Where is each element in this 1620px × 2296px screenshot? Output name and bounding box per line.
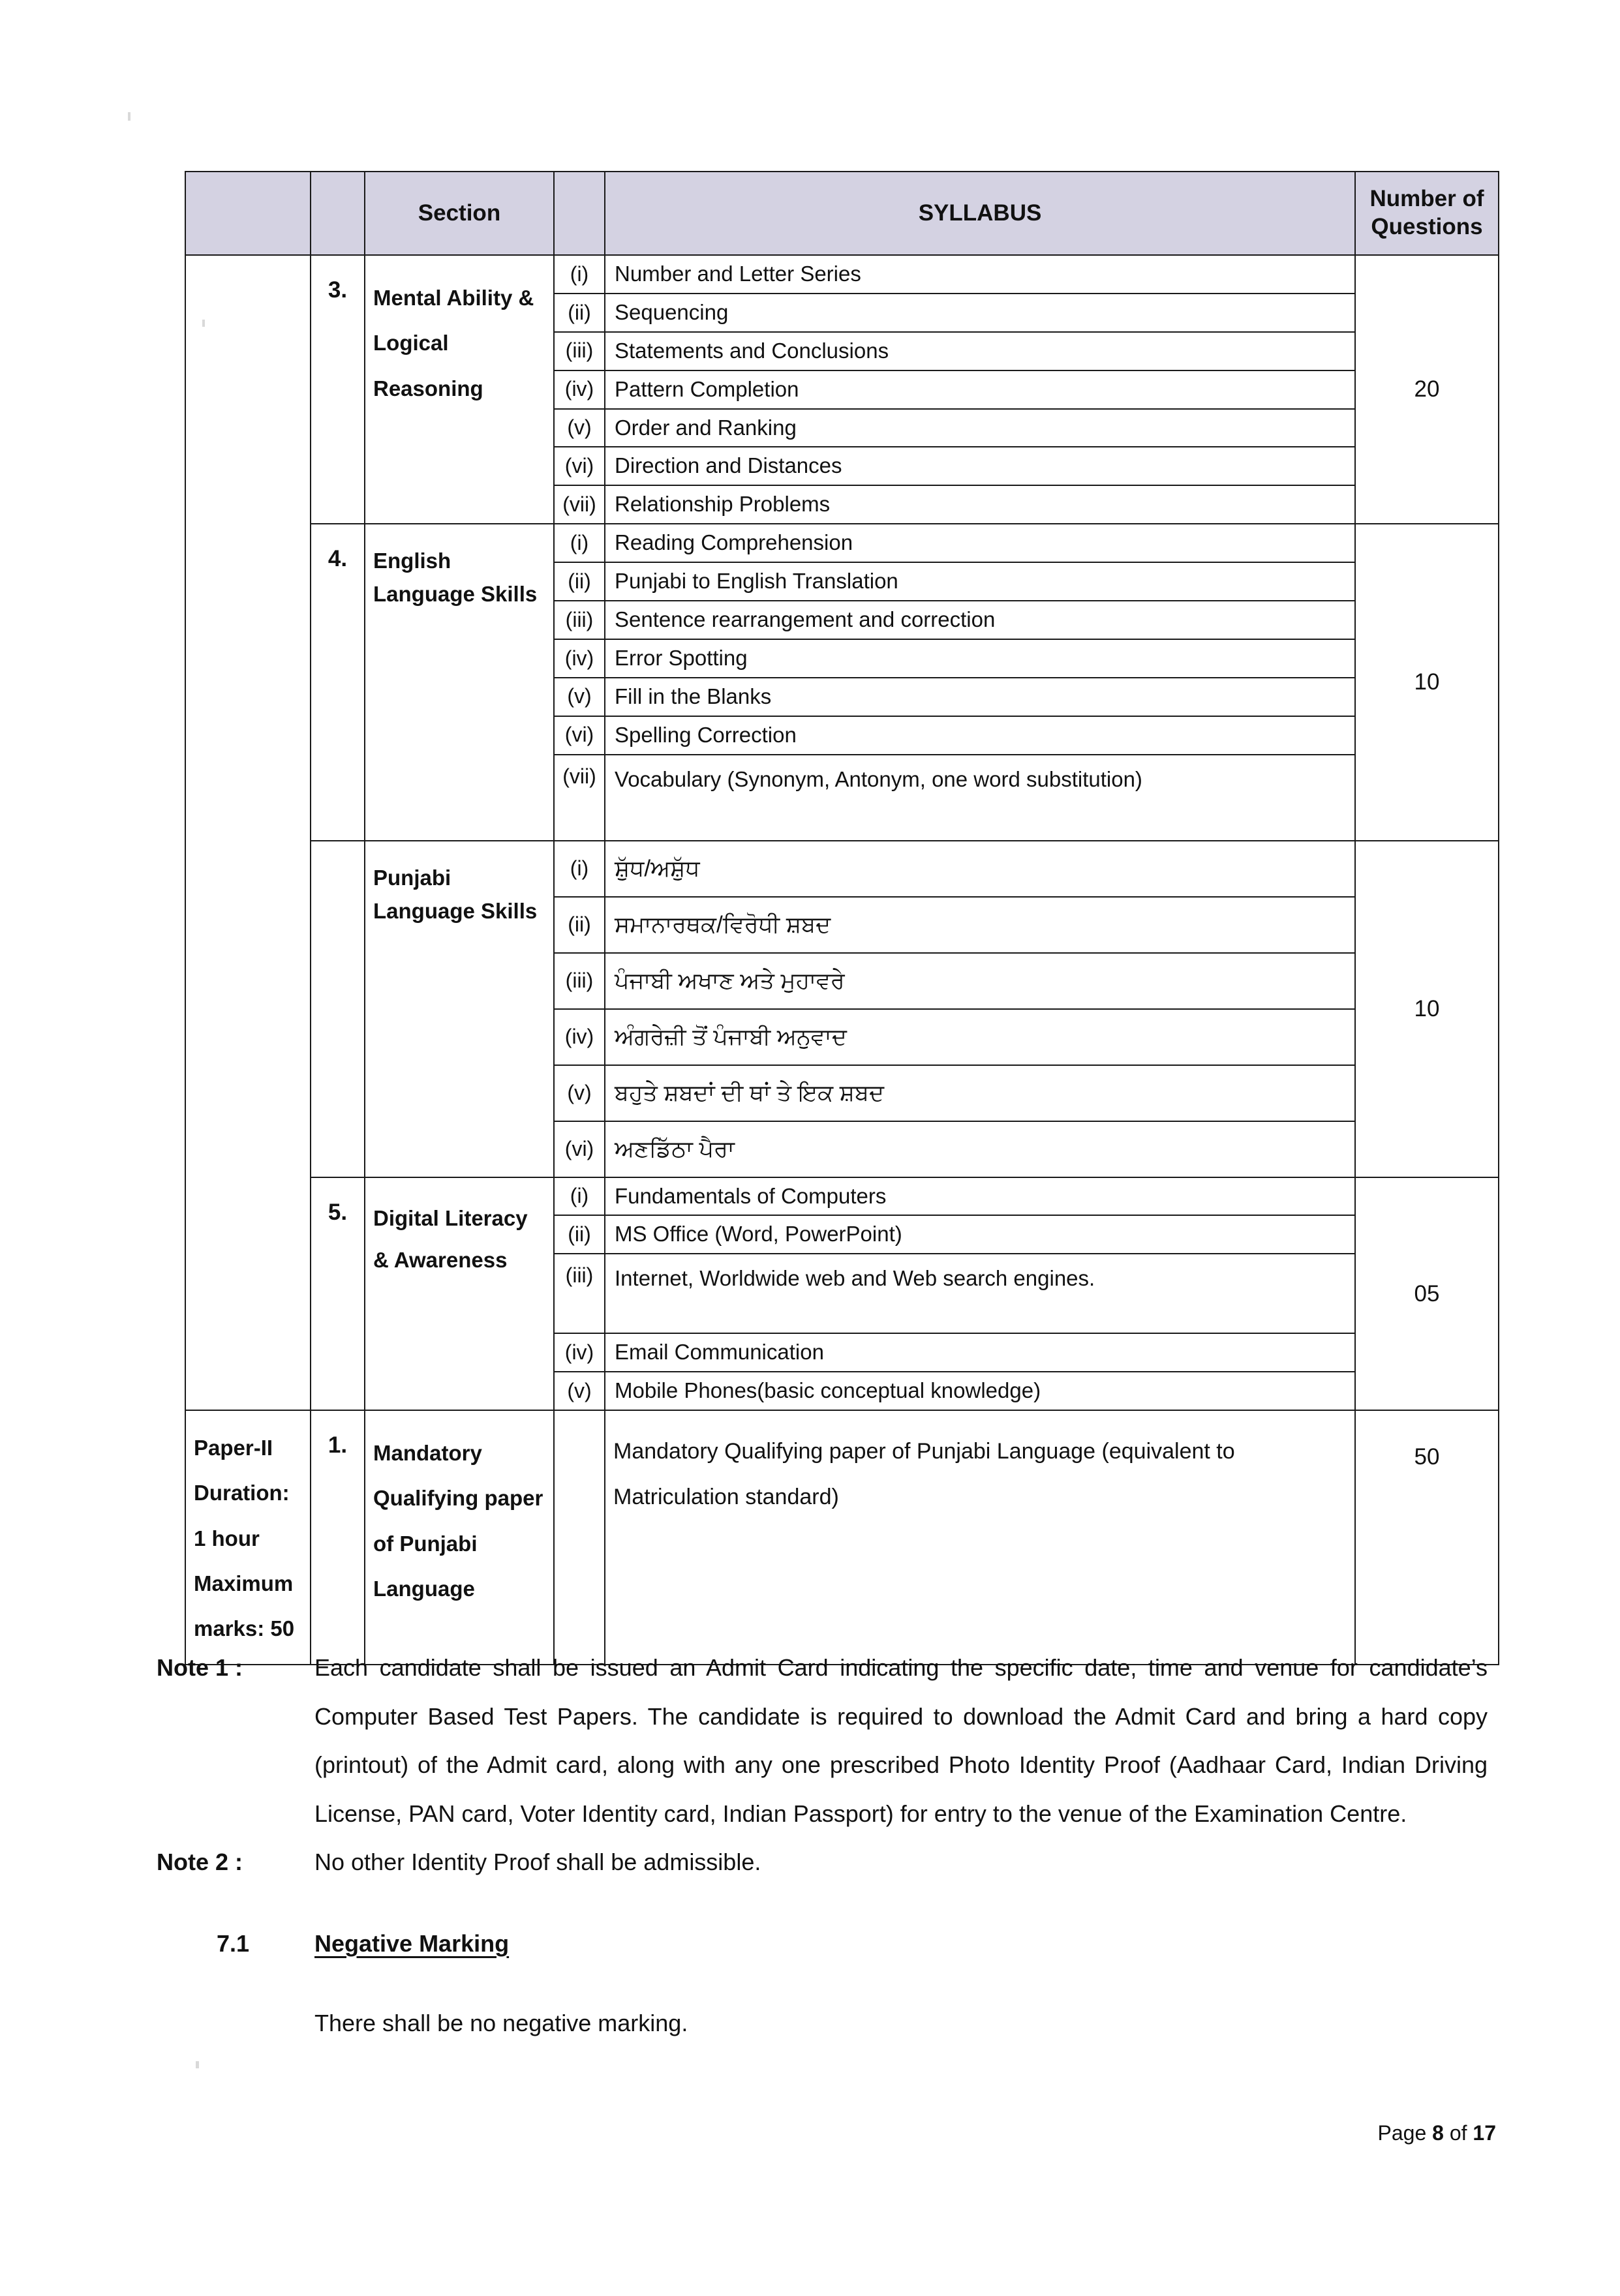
question-count: 10 (1355, 841, 1499, 1177)
item-text: Mobile Phones(basic conceptual knowledge) (605, 1372, 1355, 1410)
item-roman: (v) (554, 409, 605, 447)
page-number: 8 (1432, 2121, 1444, 2145)
question-count: 20 (1355, 255, 1499, 524)
item-text: Fill in the Blanks (605, 678, 1355, 716)
section-name: Digital Literacy & Awareness (365, 1177, 554, 1411)
item-text: MS Office (Word, PowerPoint) (605, 1215, 1355, 1254)
table-row (185, 255, 1499, 294)
notes-block (157, 1644, 1488, 2048)
item-text: ਬਹੁਤੇ ਸ਼ਬਦਾਂ ਦੀ ਥਾਂ ਤੇ ਇਕ ਸ਼ਬਦ (605, 1065, 1355, 1121)
section-7-1-number: 7.1 (217, 1929, 250, 1957)
header-roman (554, 172, 605, 255)
item-text: Punjabi to English Translation (605, 562, 1355, 601)
page-footer (1378, 2121, 1496, 2145)
item-text: Direction and Distances (605, 447, 1355, 485)
item-roman: (iv) (554, 639, 605, 678)
paper2-roman-blank (554, 1410, 605, 1665)
section-name: English Language Skills (365, 524, 554, 840)
item-text: Sentence rearrangement and correction (605, 601, 1355, 639)
section-number: 3. (311, 255, 365, 524)
item-text: Statements and Conclusions (605, 332, 1355, 370)
item-roman: (ii) (554, 1215, 605, 1254)
item-text: Pattern Completion (605, 370, 1355, 409)
paper2-section-number: 1. (311, 1410, 365, 1665)
item-text: Internet, Worldwide web and Web search engines. (605, 1254, 1355, 1333)
item-roman: (iii) (554, 1254, 605, 1333)
header-section: Section (365, 172, 554, 255)
page-label-middle: of (1443, 2121, 1473, 2145)
paper2-info-cell (185, 1410, 311, 1665)
section-number: 4. (311, 524, 365, 840)
item-roman: (v) (554, 678, 605, 716)
section-7-1-body: There shall be no negative marking. (314, 2010, 688, 2037)
table-header-row (185, 172, 1499, 255)
table-row (185, 524, 1499, 562)
paper2-duration: Duration: 1 hour (194, 1481, 290, 1550)
section-number (311, 841, 365, 1177)
item-roman: (v) (554, 1065, 605, 1121)
item-roman: (vii) (554, 755, 605, 841)
paper1-blank-cell (185, 255, 311, 1410)
item-roman: (iii) (554, 601, 605, 639)
item-text: Number and Letter Series (605, 255, 1355, 294)
item-roman: (i) (554, 255, 605, 294)
question-count: 05 (1355, 1177, 1499, 1411)
question-count: 10 (1355, 524, 1499, 840)
section-7-1-title: Negative Marking (314, 1929, 510, 1957)
item-text: ਅੰਗਰੇਜ਼ੀ ਤੋਂ ਪੰਜਾਬੀ ਅਨੁਵਾਦ (605, 1009, 1355, 1065)
note-1 (157, 1644, 1488, 1838)
item-roman: (iii) (554, 332, 605, 370)
section-name: Mental Ability & Logical Reasoning (365, 255, 554, 524)
item-roman: (i) (554, 1177, 605, 1216)
item-roman: (iv) (554, 1333, 605, 1372)
item-roman: (vi) (554, 447, 605, 485)
item-text: Relationship Problems (605, 485, 1355, 524)
table-row-paper2 (185, 1410, 1499, 1665)
note-1-label: Note 1 : (157, 1654, 243, 1681)
item-text: Fundamentals of Computers (605, 1177, 1355, 1216)
paper2-syllabus: Mandatory Qualifying paper of Punjabi Language (equivalent to Matriculation standard) (605, 1410, 1355, 1665)
paper2-max-marks: Maximum marks: 50 (194, 1571, 295, 1641)
item-text: Vocabulary (Synonym, Antonym, one word substitution) (605, 755, 1355, 841)
item-roman: (iv) (554, 1009, 605, 1065)
header-section-number (311, 172, 365, 255)
header-syllabus: SYLLABUS (605, 172, 1355, 255)
item-roman: (ii) (554, 897, 605, 953)
item-roman: (iii) (554, 953, 605, 1009)
item-text: ਸ਼ੁੱਧ/ਅਸ਼ੁੱਧ (605, 841, 1355, 897)
item-roman: (iv) (554, 370, 605, 409)
item-roman: (vi) (554, 716, 605, 755)
item-roman: (ii) (554, 562, 605, 601)
header-number-of-questions: Number of Questions (1355, 172, 1499, 255)
scan-speck (196, 2061, 199, 2068)
table-row (185, 1177, 1499, 1216)
syllabus-table (185, 171, 1499, 1665)
item-text: Reading Comprehension (605, 524, 1355, 562)
note-1-text: Each candidate shall be issued an Admit Card indicating the specific date, time and venue for candidate’s Computer Based Test Papers. The candidate is required to download the Admit Card and bring a hard copy (printout) of the Admit card, along with any one prescribed Photo Identity Proof (Aadhaar Card, Indian Driving License, PAN card, Voter Identity card, Indian Passport) for entry to the venue of the Examination Centre. (314, 1654, 1488, 1827)
item-roman: (vi) (554, 1121, 605, 1177)
section-number: 5. (311, 1177, 365, 1411)
page-label-prefix: Page (1377, 2121, 1433, 2145)
item-roman: (v) (554, 1372, 605, 1410)
paper2-question-count: 50 (1355, 1410, 1499, 1665)
item-text: Spelling Correction (605, 716, 1355, 755)
note-2-text: No other Identity Proof shall be admissible. (314, 1849, 761, 1876)
section-7-1-heading (157, 1920, 1488, 1969)
item-text: ਅਣਡਿੱਠਾ ਪੈਰਾ (605, 1121, 1355, 1177)
item-roman: (i) (554, 841, 605, 897)
header-paper (185, 172, 311, 255)
item-roman: (ii) (554, 294, 605, 332)
paper2-section-name: Mandatory Qualifying paper of Punjabi Language (365, 1410, 554, 1665)
item-text: Email Communication (605, 1333, 1355, 1372)
item-roman: (i) (554, 524, 605, 562)
scan-speck (128, 112, 130, 121)
item-text: Sequencing (605, 294, 1355, 332)
paper2-label: Paper-II (194, 1436, 273, 1460)
page-total: 17 (1473, 2121, 1496, 2145)
note-2-label: Note 2 : (157, 1849, 243, 1876)
item-text: Order and Ranking (605, 409, 1355, 447)
item-text: ਪੰਜਾਬੀ ਅਖਾਣ ਅਤੇ ਮੁਹਾਵਰੇ (605, 953, 1355, 1009)
item-text: ਸਮਾਨਾਰਥਕ/ਵਿਰੋਧੀ ਸ਼ਬਦ (605, 897, 1355, 953)
item-roman: (vii) (554, 485, 605, 524)
item-text: Error Spotting (605, 639, 1355, 678)
table-row (185, 841, 1499, 897)
section-name: Punjabi Language Skills (365, 841, 554, 1177)
note-2 (157, 1838, 1488, 1887)
